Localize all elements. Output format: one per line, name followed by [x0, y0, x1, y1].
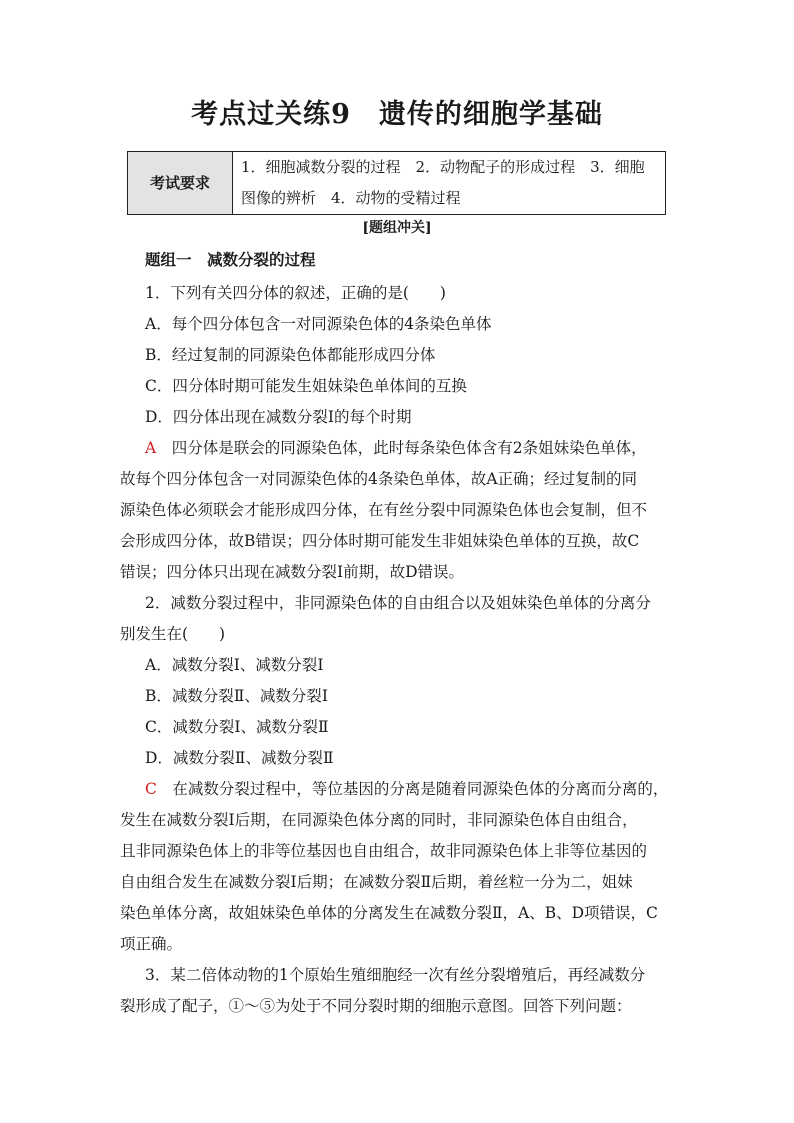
explanation-line: 且非同源染色体上的非等位基因也自由组合，故非同源染色体上非等位基因的 — [120, 842, 648, 860]
explanation-line: 会形成四分体，故B错误；四分体时期可能发生非姐妹染色单体的互换，故C — [120, 532, 640, 550]
explanation-line: 错误；四分体只出现在减数分裂Ⅰ前期，故D错误。 — [120, 563, 465, 581]
section-tag: [题组冲关] — [362, 220, 432, 236]
exam-requirements-table — [127, 151, 666, 215]
group-heading: 题组一 减数分裂的过程 — [145, 250, 316, 269]
question-stem: 别发生在( ) — [120, 625, 226, 643]
question-stem: 2．减数分裂过程中，非同源染色体的自由组合以及姐妹染色单体的分离分 — [145, 594, 651, 612]
explanation-line: 发生在减数分裂Ⅰ后期，在同源染色体分离的同时，非同源染色体自由组合， — [120, 811, 638, 829]
answer-letter: C — [145, 780, 157, 798]
explanation-line — [145, 777, 668, 799]
question-stem: 3．某二倍体动物的1个原始生殖细胞经一次有丝分裂增殖后，再经减数分 — [145, 966, 646, 984]
requirements-line: 1．细胞减数分裂的过程 2．动物配子的形成过程 3．细胞 — [241, 158, 645, 176]
explanation-line: 染色单体分离，故姐妹染色单体的分离发生在减数分裂Ⅱ，A、B、D项错误，C — [120, 904, 658, 922]
explanation-text: 在减数分裂过程中，等位基因的分离是随着同源染色体的分离而分离的， — [156, 780, 669, 798]
question-option: A．减数分裂Ⅰ、减数分裂Ⅰ — [145, 656, 324, 674]
question-option: C．减数分裂Ⅰ、减数分裂Ⅱ — [145, 718, 329, 736]
requirements-line: 图像的辨析 4．动物的受精过程 — [241, 189, 461, 207]
explanation-line: 故每个四分体包含一对同源染色体的4条染色单体，故A正确；经过复制的同 — [120, 470, 638, 488]
question-option: B．经过复制的同源染色体都能形成四分体 — [145, 346, 436, 364]
question-stem: 裂形成了配子，①～⑤为处于不同分裂时期的细胞示意图。回答下列问题： — [120, 997, 632, 1015]
explanation-line: 自由组合发生在减数分裂Ⅰ后期；在减数分裂Ⅱ后期，着丝粒一分为二，姐妹 — [120, 873, 633, 891]
question-option: D．减数分裂Ⅱ、减数分裂Ⅱ — [145, 749, 334, 767]
question-option: B．减数分裂Ⅱ、减数分裂Ⅰ — [145, 687, 329, 705]
question-option: C．四分体时期可能发生姐妹染色单体间的互换 — [145, 377, 467, 395]
requirements-label: 考试要求 — [128, 152, 233, 215]
explanation-line: 源染色体必须联会才能形成四分体，在有丝分裂中同源染色体也会复制，但不 — [120, 501, 648, 519]
explanation-text: 四分体是联会的同源染色体，此时每条染色体含有2条姐妹染色单体， — [156, 439, 647, 457]
explanation-line: 项正确。 — [120, 935, 183, 953]
requirements-content — [233, 152, 666, 215]
question-option: A．每个四分体包含一对同源染色体的4条染色单体 — [145, 315, 492, 333]
answer-letter: A — [145, 439, 157, 457]
explanation-line — [145, 436, 647, 458]
page-title: 考点过关练9 遗传的细胞学基础 — [191, 99, 603, 130]
question-option: D．四分体出现在减数分裂Ⅰ的每个时期 — [145, 408, 412, 426]
question-stem: 1．下列有关四分体的叙述，正确的是( ) — [145, 284, 446, 302]
